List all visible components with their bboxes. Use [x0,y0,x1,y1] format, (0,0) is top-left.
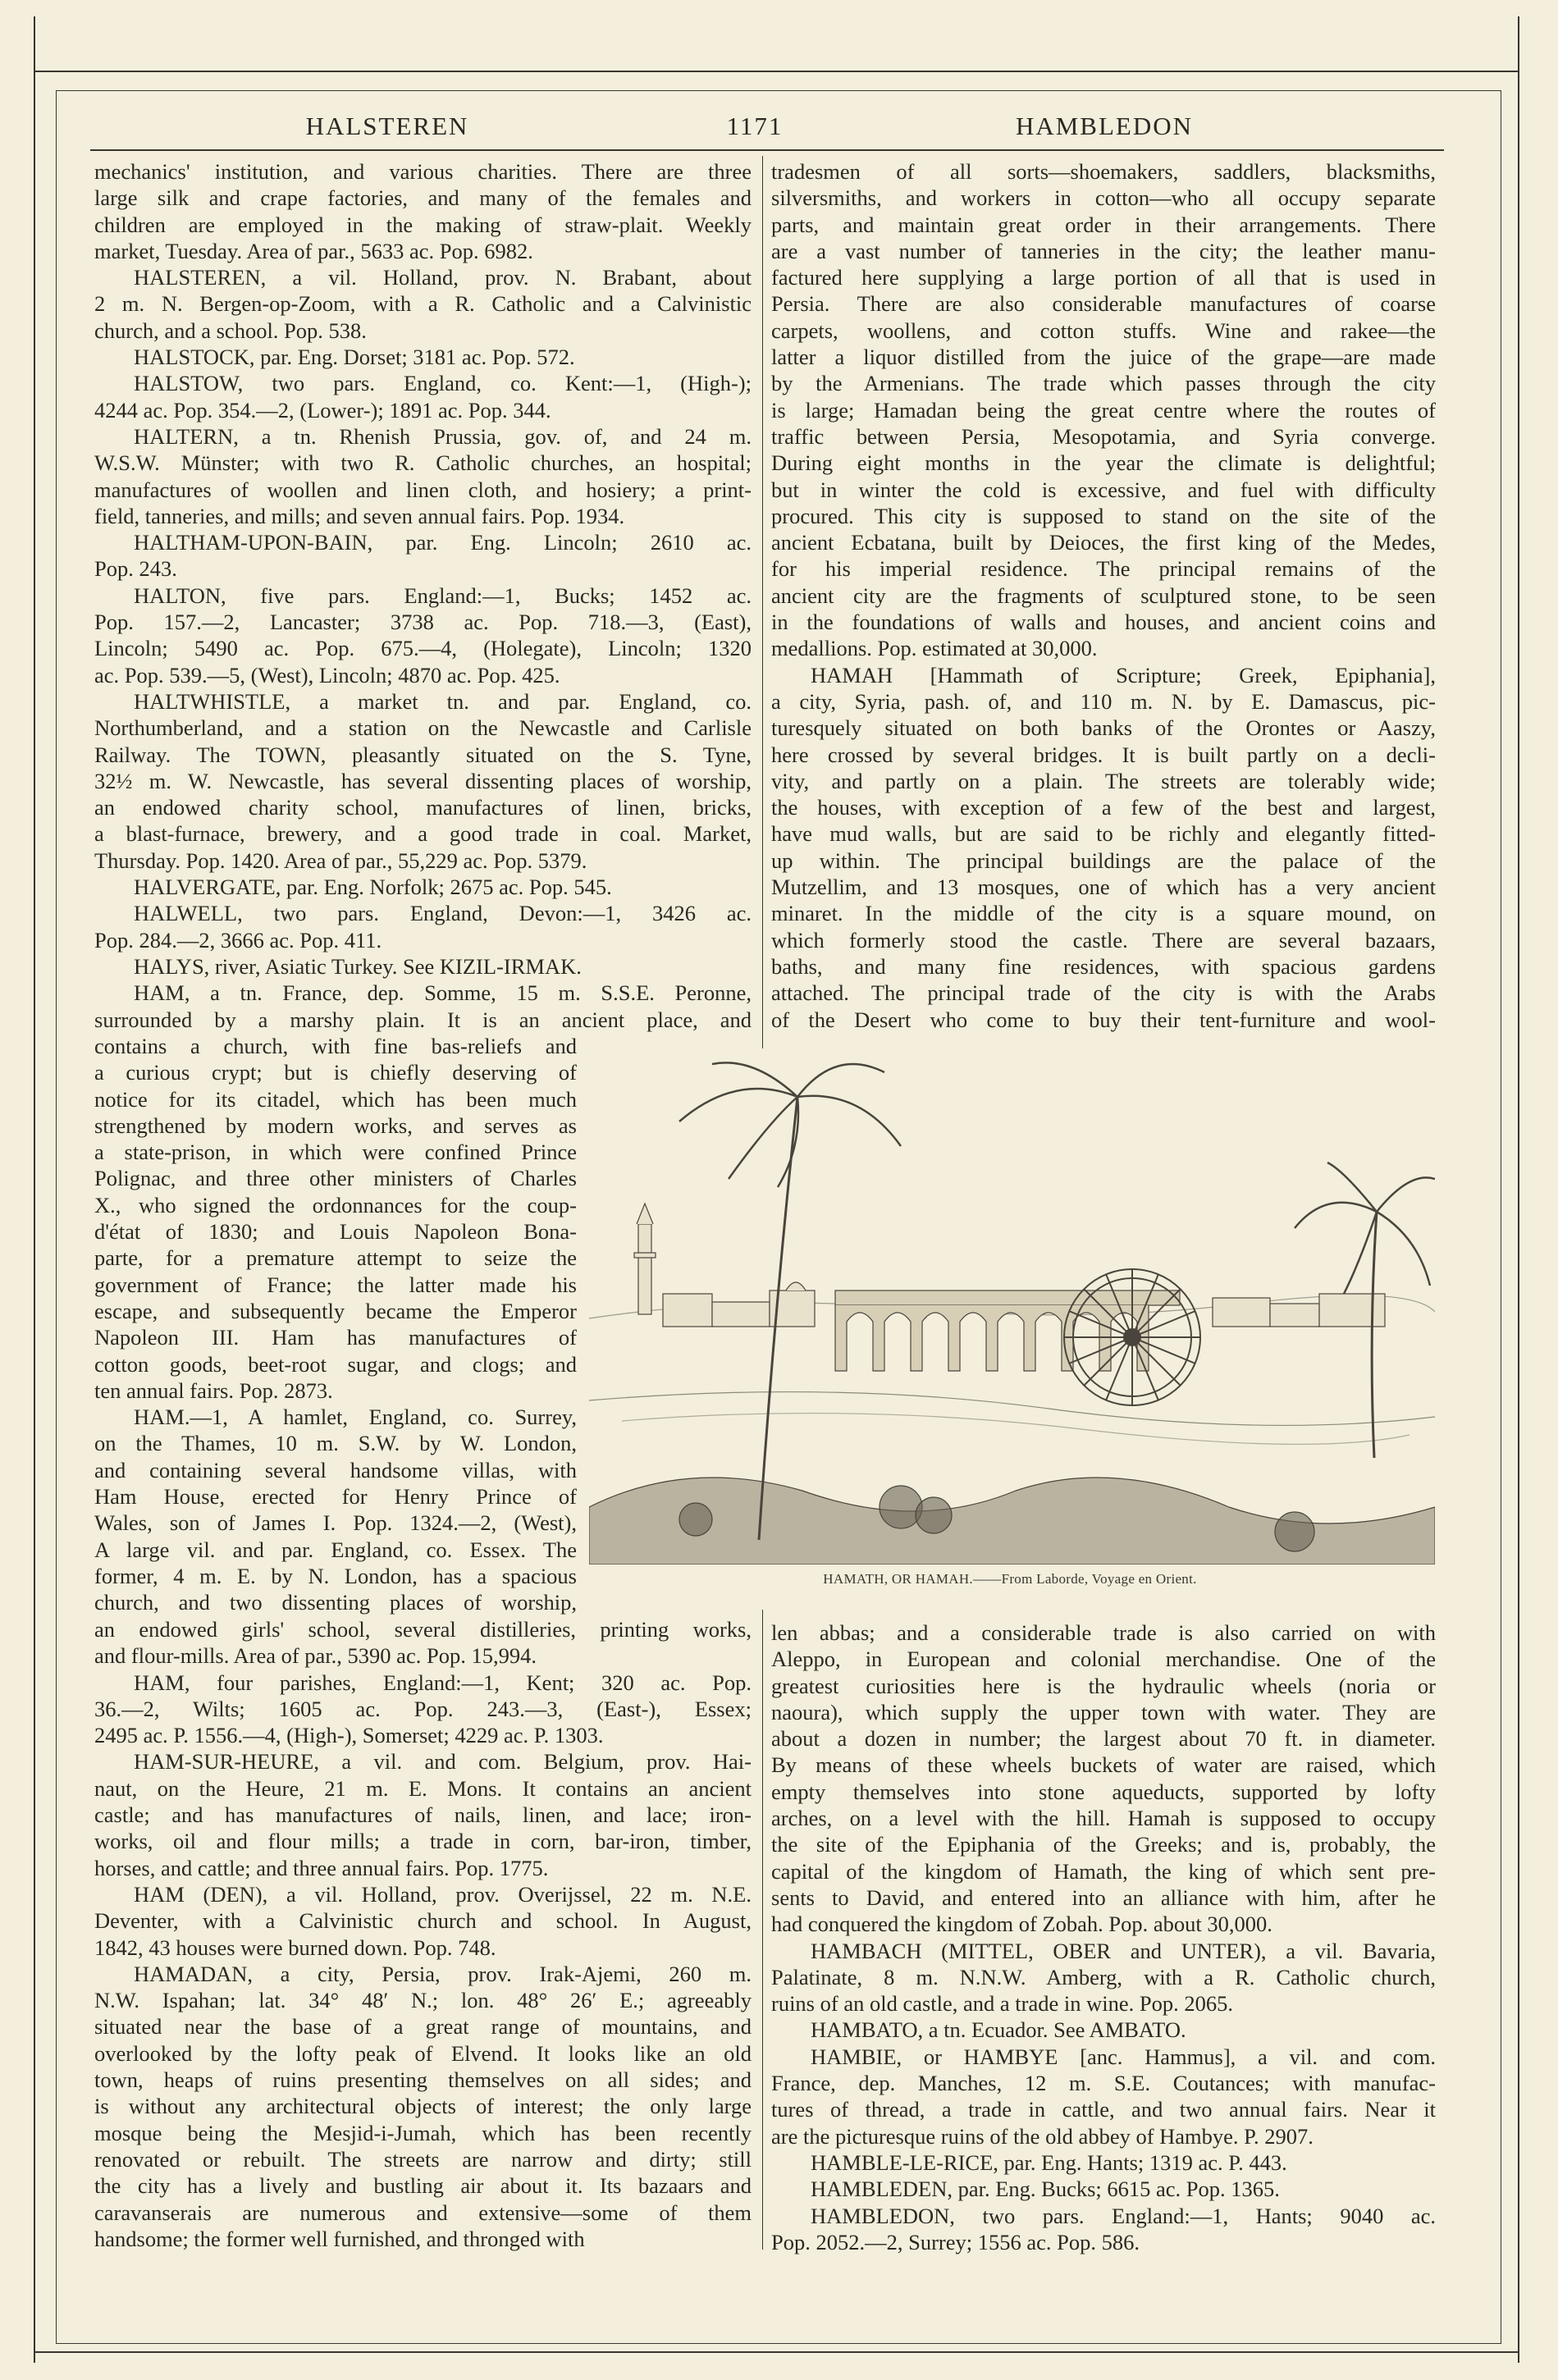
text-line: a city, Syria, pash. of, and 110 m. N. by E. Damascus, pic- [771,688,1436,714]
text-line: capital of the kingdom of Hamath, the king of which sent pre- [771,1858,1436,1884]
text-line: 4244 ac. Pop. 354.—2, (Lower-); 1891 ac. Pop. 344. [94,397,551,423]
text-line: of the Desert who come to buy their tent-furniture and wool- [771,1007,1436,1032]
right-column-bottom [771,1619,1436,2255]
text-line: HAM-SUR-HEURE, a vil. and com. Belgium, prov. Hai- [134,1749,752,1775]
text-line: HAMADAN, a city, Persia, prov. Irak-Ajemi, 260 m. [134,1961,752,1986]
text-line: HAMBATO, a tn. Ecuador. See AMBATO. [811,2017,1186,2043]
text-line: procured. This city is supposed to stand on the site of the [771,503,1436,528]
text-line: government of France; the latter made his [94,1272,577,1297]
text-line: HAMBLEDON, two pars. England:—1, Hants; 9040 ac. [811,2203,1436,2228]
text-line: HAM.—1, A hamlet, England, co. Surrey, [134,1405,577,1430]
text-line: about a dozen in number; the largest about 70 ft. in diameter. [771,1726,1436,1752]
text-line: empty themselves into stone aqueducts, supported by lofty [771,1779,1436,1804]
text-line: is large; Hamadan being the great centre where the routes of [771,397,1436,423]
text-line: on the Thames, 10 m. S.W. by W. London, [94,1431,577,1456]
text-line: HAMBLE-LE-RICE, par. Eng. Hants; 1319 ac. P. 443. [811,2149,1287,2175]
text-line: d'état of 1830; and Louis Napoleon Bona- [94,1219,577,1245]
text-line: attached. The principal trade of the city is with the Arabs [771,980,1436,1006]
text-line: situated near the base of a great range of mountains, and [94,2014,752,2040]
water-wheel [1064,1269,1200,1405]
text-line: HAMBIE, or HAMBYE [anc. Hammus], a vil. and com. [811,2044,1436,2069]
text-line: HAMAH [Hammath of Scripture; Greek, Epiphania], [811,662,1436,688]
text-line: HAM (DEN), a vil. Holland, prov. Overijssel, 22 m. N.E. [134,1881,752,1907]
text-line: ten annual fairs. Pop. 2873. [94,1377,333,1403]
text-line: in the foundations of walls and houses, and ancient coins and [771,610,1436,635]
text-line: large silk and crape factories, and many of the females and [94,185,752,211]
text-line: Napoleon III. Ham has manufactures of [94,1325,577,1350]
text-line: children are employed in the making of straw-plait. Weekly [94,212,752,237]
text-line: Polignac, and three other ministers of Charles [94,1166,577,1191]
text-line: parts, and maintain great order in their arrangements. There [771,212,1436,237]
text-line: 2 m. N. Bergen-op-Zoom, with a R. Catholic and a Calvinistic [94,291,752,317]
text-line: Thursday. Pop. 1420. Area of par., 55,229 ac. Pop. 5379. [94,847,587,873]
text-line: HALSTEREN, a vil. Holland, prov. N. Brabant, about [134,265,752,290]
text-line: carpets, woollens, and cotton stuffs. Wine and rakee—the [771,317,1436,343]
text-line: strengthened by modern works, and serves as [94,1112,577,1138]
outer-frame-right [1518,16,1519,2363]
text-line: and flour-mills. Area of par., 5390 ac. Pop. 15,994. [94,1643,537,1669]
inner-frame-bottom [56,2343,1501,2344]
header-rule [90,149,1444,151]
text-line: 1842, 43 houses were burned down. Pop. 748. [94,1935,496,1960]
text-line: baths, and many fine residences, with spacious gardens [771,953,1436,979]
text-line: is without any architectural objects of interest; the only large [94,2094,752,2119]
text-line: works, oil and flour mills; a trade in corn, bar-iron, timber, [94,1829,752,1854]
inner-frame-top [56,90,1501,91]
text-line: ancient city are the fragments of sculptured stone, to be seen [771,582,1436,608]
text-line: HALTON, five pars. England:—1, Bucks; 1452 ac. [134,582,752,608]
text-line: HALTHAM-UPON-BAIN, par. Eng. Lincoln; 2610 ac. [134,530,752,555]
text-line: the site of the Epiphania of the Greeks; and is, probably, the [771,1832,1436,1857]
text-line: Persia. There are also considerable manufactures of coarse [771,291,1436,317]
text-line: church, and two dissenting places of worship, [94,1590,577,1615]
text-line: Pop. 157.—2, Lancaster; 3738 ac. Pop. 718.—3, (East), [94,610,752,635]
text-line: 36.—2, Wilts; 1605 ac. Pop. 243.—3, (East-), Essex; [94,1696,752,1721]
column-divider-lower [762,1610,763,2250]
text-line: silversmiths, and workers in cotton—who all occupy separate [771,185,1436,211]
text-line: Aleppo, in European and colonial merchandise. One of the [771,1647,1436,1672]
text-line: but in winter the cold is excessive, and fuel with difficulty [771,477,1436,502]
outer-frame-top [34,71,1519,72]
text-line: surrounded by a marshy plain. It is an ancient place, and [94,1007,752,1032]
text-line: parte, for a premature attempt to seize the [94,1245,577,1271]
text-line: minaret. In the middle of the city is a square mound, on [771,901,1436,926]
text-line: W.S.W. Münster; with two R. Catholic churches, an hospital; [94,450,752,476]
text-line: overlooked by the lofty peak of Elvend. It looks like an old [94,2040,752,2066]
text-line: factured here supplying a large portion of all that is used in [771,265,1436,290]
text-line: have mud walls, but are said to be richly and elegantly fitted- [771,821,1436,847]
text-line: naoura), which supply the upper town with water. They are [771,1699,1436,1724]
text-line: contains a church, with fine bas-reliefs and [94,1034,577,1058]
illustration-caption: HAMATH, OR HAMAH.——From Laborde, Voyage en Orient. [823,1571,1197,1587]
text-line: HALTERN, a tn. Rhenish Prussia, gov. of, and 24 m. [134,423,752,449]
text-line: castle; and has manufactures of nails, linen, and lace; iron- [94,1802,752,1828]
text-line: latter a liquor distilled from the juice of the grape—are made [771,345,1436,370]
text-line: vity, and partly on a plain. The streets are tolerably wide; [771,768,1436,793]
text-line: ancient Ecbatana, built by Deioces, the first king of the Medes, [771,530,1436,555]
text-line: ac. Pop. 539.—5, (West), Lincoln; 4870 ac. Pop. 425. [94,662,560,688]
text-line: HALVERGATE, par. Eng. Norfolk; 2675 ac. Pop. 545. [134,875,612,900]
text-line: escape, and subsequently became the Emperor [94,1298,577,1323]
text-line: Northumberland, and a station on the Newcastle and Carlisle [94,715,752,741]
text-line: turesquely situated on both banks of the Orontes or Aaszy, [771,715,1436,741]
minaret [634,1204,656,1314]
text-line: mosque being the Mesjid-i-Jumah, which has been recently [94,2120,752,2145]
river [589,1392,1435,1426]
text-line: are the picturesque ruins of the old abbey of Hambye. P. 2907. [771,2123,1314,2149]
running-head-left: HALSTEREN [305,112,469,140]
text-line: manufactures of woollen and linen cloth, and hosiery; a print- [94,477,752,502]
text-line: mechanics' institution, and various charities. There are three [94,159,752,184]
text-line: HAM, four parishes, England:—1, Kent; 320 ac. Pop. [134,1670,752,1695]
text-line: During eight months in the year the climate is delightful; [771,450,1436,476]
text-line: N.W. Ispahan; lat. 34° 48′ N.; lon. 48° 26′ E.; agreeably [94,1988,752,2013]
text-line: HALTWHISTLE, a market tn. and par. England, co. [134,688,752,714]
text-line: HALYS, river, Asiatic Turkey. See KIZIL-IRMAK. [134,953,582,979]
text-line: notice for its citadel, which has been much [94,1086,577,1112]
inner-frame-left [56,90,57,2343]
text-line: Ham House, erected for Henry Prince of [94,1484,577,1510]
text-line: HAM, a tn. France, dep. Somme, 15 m. S.S.E. Peronne, [134,980,752,1006]
text-line: Palatinate, 8 m. N.N.W. Amberg, with a R. Catholic church, [771,1964,1436,1989]
text-line: naut, on the Heure, 21 m. E. Mons. It contains an ancient [94,1775,752,1801]
text-line: field, tanneries, and mills; and seven annual fairs. Pop. 1934. [94,503,625,528]
text-line: 2495 ac. P. 1556.—4, (High-), Somerset; 4229 ac. P. 1303. [94,1723,604,1748]
text-line: By means of these wheels buckets of water are raised, which [771,1752,1436,1778]
text-line: an endowed charity school, manufactures of linen, bricks, [94,795,752,820]
right-column-top [771,158,1436,1033]
text-line: Pop. 243. [94,556,177,582]
text-line: the city has a lively and bustling air about it. Its bazaars and [94,2173,752,2199]
column-divider-upper [762,156,763,1048]
text-line: Lincoln; 5490 ac. Pop. 675.—4, (Holegate), Lincoln; 1320 [94,636,752,661]
text-line: which formerly stood the castle. There are several bazaars, [771,927,1436,952]
text-line: had conquered the kingdom of Zobah. Pop. about 30,000. [771,1912,1272,1937]
left-column-bottom [94,1616,752,2252]
text-line: Wales, son of James I. Pop. 1324.—2, (West), [94,1510,577,1536]
text-line: Railway. The TOWN, pleasantly situated on the S. Tyne, [94,742,752,767]
text-line: traffic between Persia, Mesopotamia, and Syria converge. [771,423,1436,449]
text-line: the houses, with exception of a few of the best and largest, [771,795,1436,820]
text-line: HAMBLEDEN, par. Eng. Bucks; 6615 ac. Pop. 1365. [811,2177,1280,2202]
text-line: Pop. 2052.—2, Surrey; 1556 ac. Pop. 586. [771,2229,1140,2254]
text-line: HALSTOW, two pars. England, co. Kent:—1, (High-); [134,371,752,396]
text-line: arches, on a level with the hill. Hamah is supposed to occupy [771,1806,1436,1831]
text-line: Pop. 284.—2, 3666 ac. Pop. 411. [94,927,382,952]
text-line: and containing several handsome villas, with [94,1457,577,1482]
text-line: HALSTOCK, par. Eng. Dorset; 3181 ac. Pop. 572. [134,345,575,370]
text-line: horses, and cattle; and three annual fairs. Pop. 1775. [94,1855,549,1880]
text-line: by the Armenians. The trade which passes through the city [771,371,1436,396]
text-line: greatest curiosities here is the hydraulic wheels (noria or [771,1673,1436,1698]
text-line: here crossed by several bridges. It is built partly on a decli- [771,742,1436,767]
text-line: an endowed girls' school, several distilleries, printing works, [94,1617,752,1642]
hamath-engraving [589,1048,1435,1565]
outer-frame-left [34,16,35,2363]
text-line: caravanserais are numerous and extensive—some of them [94,2200,752,2225]
text-line: tures of thread, a trade in cattle, and two annual fairs. Near it [771,2097,1436,2122]
text-line: up within. The principal buildings are the palace of the [771,847,1436,873]
left-column-beside-image [94,1033,577,1616]
left-column-top [94,158,752,1033]
text-line: HALWELL, two pars. England, Devon:—1, 3426 ac. [134,901,752,926]
text-line: A large vil. and par. England, co. Essex. The [94,1537,577,1562]
text-line: len abbas; and a considerable trade is also carried on with [771,1620,1436,1645]
text-line: town, heaps of ruins presenting themselves on all sides; and [94,2067,752,2093]
page-number: 1171 [726,112,784,140]
text-line: Mutzellim, and 13 mosques, one of which has a very ancient [771,875,1436,900]
text-line: cotton goods, beet-root sugar, and clogs; and [94,1351,577,1377]
text-line: tradesmen of all sorts—shoemakers, saddlers, blacksmiths, [771,159,1436,184]
outer-frame-bottom [34,2351,1519,2353]
text-line: X., who signed the ordonnances for the coup- [94,1192,577,1217]
text-line: market, Tuesday. Area of par., 5633 ac. Pop. 6982. [94,238,533,263]
text-line: for his imperial residence. The principal remains of the [771,556,1436,582]
text-line: sents to David, and entered into an alliance with him, after he [771,1884,1436,1910]
text-line: church, and a school. Pop. 538. [94,317,367,343]
running-head-right: HAMBLEDON [1015,112,1194,140]
text-line: handsome; the former well furnished, and thronged with [94,2226,585,2251]
text-line: HAMBACH (MITTEL, OBER and UNTER), a vil. Bavaria, [811,1938,1436,1963]
text-line: ruins of an old castle, and a trade in wine. Pop. 2065. [771,1991,1233,2017]
text-line: 32½ m. W. Newcastle, has several dissenting places of worship, [94,768,752,793]
text-line: a blast-furnace, brewery, and a good trade in coal. Market, [94,821,752,847]
text-line: Deventer, with a Calvinistic church and school. In August, [94,1908,752,1934]
text-line: a state-prison, in which were confined Prince [94,1140,577,1165]
text-line: former, 4 m. E. by N. London, has a spacious [94,1563,577,1588]
text-line: are a vast number of tanneries in the city; the leather manu- [771,238,1436,263]
text-line: a curious crypt; but is chiefly deserving of [94,1060,577,1085]
text-line: France, dep. Manches, 12 m. S.E. Coutances; with manufac- [771,2071,1436,2096]
text-line: medallions. Pop. estimated at 30,000. [771,636,1098,661]
text-line: renovated or rebuilt. The streets are narrow and dirty; still [94,2146,752,2172]
